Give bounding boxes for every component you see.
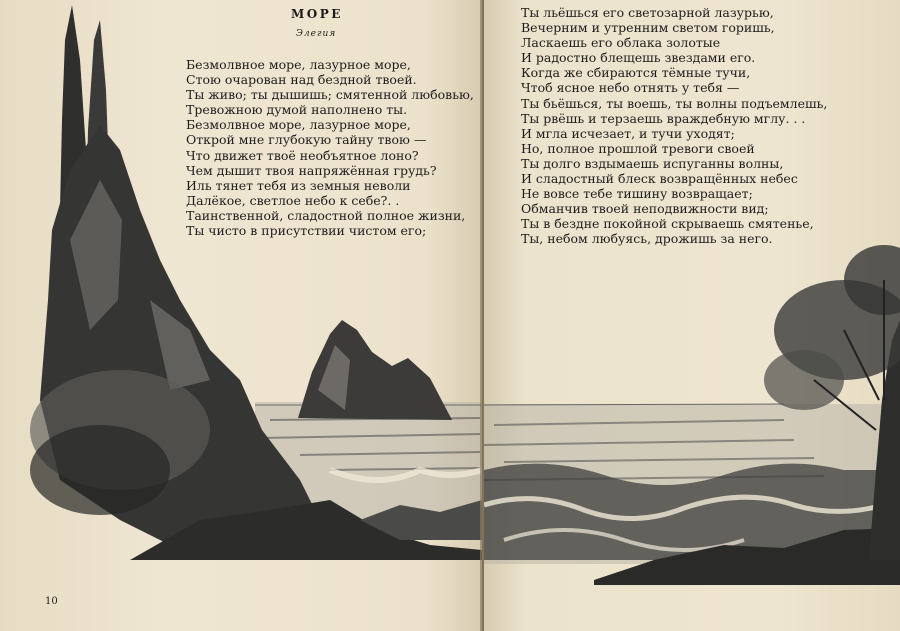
poem-line: Вечерним и утренним светом горишь, bbox=[521, 20, 775, 36]
poem-line: Таинственной, сладостной полное жизни, bbox=[186, 207, 466, 223]
right-page bbox=[484, 0, 900, 631]
poem-line: Ты долго вздымаешь испуганны волны, bbox=[521, 155, 784, 171]
poem-line: Безмолвное море, лазурное море, bbox=[186, 117, 411, 133]
poem-line: Когда же сбираются тёмные тучи, bbox=[521, 65, 751, 81]
poem-line: Чтоб ясное небо отнять у тебя — bbox=[521, 80, 740, 96]
poem-line: Иль тянет тебя из земныя неволи bbox=[186, 177, 411, 193]
poem-line: Ты льёшься его светозарной лазурью, bbox=[521, 5, 774, 20]
poem-line: Тревожною думой наполнено ты. bbox=[186, 102, 408, 118]
poem-line: Ты в бездне покойной скрываешь смятенье, bbox=[521, 216, 814, 232]
poem-title: МОРЕ bbox=[291, 7, 343, 21]
poem-line: Ты живо; ты дышишь; смятенной любовью, bbox=[186, 87, 474, 103]
poem-line: Стою очарован над бездной твоей. bbox=[186, 72, 417, 88]
page-number: 10 bbox=[45, 596, 58, 607]
poem-line: Ты, небом любуясь, дрожишь за него. bbox=[521, 231, 773, 247]
poem-subtitle: Элегия bbox=[296, 29, 337, 39]
poem-line: Безмолвное море, лазурное море, bbox=[186, 57, 411, 72]
poem-line: И сладостный блеск возвращённых небес bbox=[521, 171, 798, 187]
poem-text-left bbox=[186, 57, 474, 238]
poem-line: Чем дышит твоя напряжённая грудь? bbox=[186, 162, 437, 178]
poem-line: И радостно блещешь звездами его. bbox=[521, 50, 756, 66]
poem-line: Не вовсе тебе тишину возвращает; bbox=[521, 186, 753, 202]
poem-line: И мгла исчезает, и тучи уходят; bbox=[521, 125, 735, 141]
poem-line: Что движет твоё необъятное лоно? bbox=[186, 147, 419, 163]
poem-line: Обманчив твоей неподвижности вид; bbox=[521, 201, 769, 217]
poem-text-right bbox=[521, 5, 827, 247]
poem-line: Ты рвёшь и терзаешь враждебную мглу. . . bbox=[521, 110, 806, 126]
poem-line: Ты чисто в присутствии чистом его; bbox=[186, 223, 427, 239]
poem-line: Далёкое, светлое небо к себе?. . bbox=[186, 192, 400, 208]
poem-line: Ты бьёшься, ты воешь, ты волны подъемлешь, bbox=[521, 95, 828, 111]
poem-line: Ласкаешь его облака золотые bbox=[521, 35, 721, 51]
poem-line: Но, полное прошлой тревоги своей bbox=[521, 140, 755, 156]
poem-line: Открой мне глубокую тайну твою — bbox=[186, 132, 427, 148]
